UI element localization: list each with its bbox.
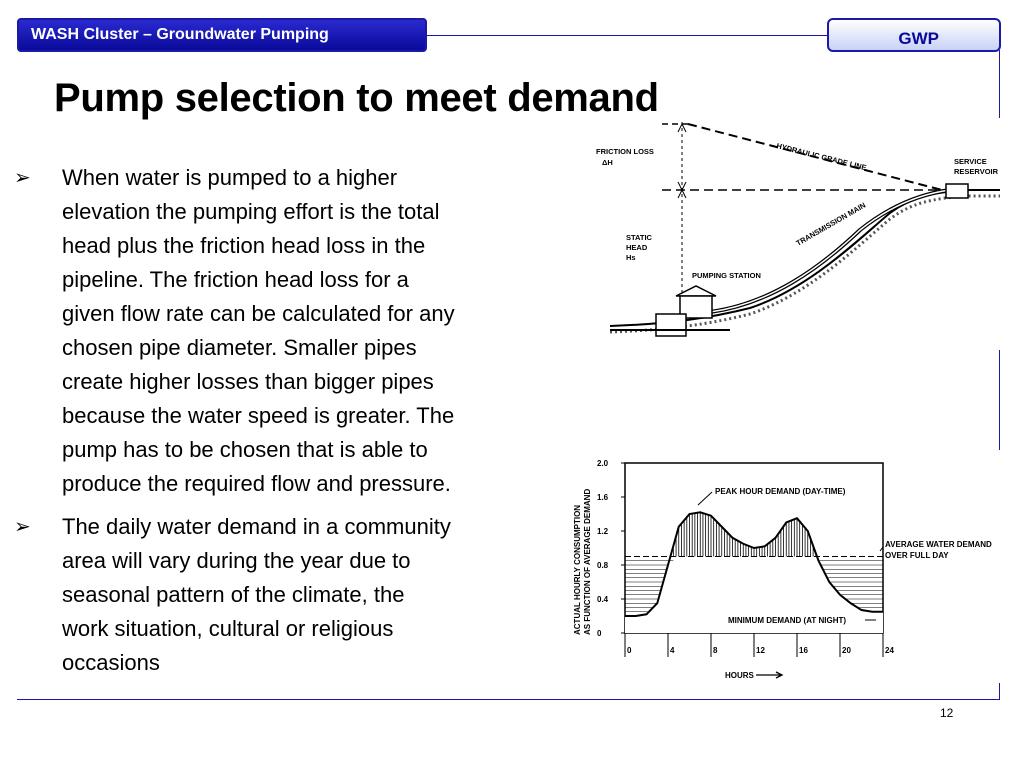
- page-title: Pump selection to meet demand: [54, 76, 659, 120]
- x-tick-label: 8: [713, 646, 718, 655]
- header-rule: [427, 35, 827, 36]
- ground-hatch: [610, 196, 1000, 332]
- average-annotation-1: AVERAGE WATER DEMAND: [885, 540, 992, 549]
- y-tick-label: 1.2: [597, 527, 609, 536]
- y-tick-label: 1.6: [597, 493, 609, 502]
- bullet-item: [14, 510, 574, 685]
- y-tick-label: 2.0: [597, 459, 609, 468]
- transmission-main-label: TRANSMISSION MAIN: [794, 200, 868, 248]
- peak-annotation: PEAK HOUR DEMAND (DAY-TIME): [715, 487, 846, 496]
- header-rule-right: [999, 50, 1000, 118]
- y-tick-label: 0: [597, 629, 602, 638]
- y-tick-label: 0.8: [597, 561, 609, 570]
- side-rule: [999, 350, 1000, 450]
- x-tick-label: 24: [885, 646, 894, 655]
- bullet-text: The daily water demand in a community area will vary during the year due to seasonal pattern of the climate, the work situation, cultural or religious occasions: [62, 514, 451, 675]
- minimum-annotation: MINIMUM DEMAND (AT NIGHT): [728, 616, 847, 625]
- bullet-item: [14, 161, 574, 506]
- x-axis-label: HOURS: [725, 671, 754, 680]
- cluster-badge: WASH Cluster – Groundwater Pumping: [17, 18, 427, 52]
- ground-hill: [610, 190, 1000, 326]
- bullet-text: When water is pumped to a higher elevation the pumping effort is the total head plus the friction head loss in the pipeline. The friction head loss for a given flow rate can be calculated for any chosen pipe diameter. Smaller pipes create higher losses than bigger pipes because the water speed is greater. The pump has to be chosen that is able to produce the required flow and pressure.: [62, 165, 455, 496]
- footer-rule: [17, 699, 1000, 700]
- x-tick-label: 12: [756, 646, 765, 655]
- gwp-badge: GWP: [827, 18, 1001, 52]
- friction-loss-label: FRICTION LOSS: [596, 147, 654, 156]
- y-tick-label: 0.4: [597, 595, 609, 604]
- pumping-station-label: PUMPING STATION: [692, 271, 761, 280]
- page-number: 12: [940, 706, 954, 720]
- arrow-bullet-icon: ➢: [14, 516, 31, 538]
- static-label-1: STATIC: [626, 233, 652, 242]
- delta-h-label: ΔH: [602, 158, 613, 167]
- static-label-3: Hs: [626, 253, 636, 262]
- x-tick-label: 4: [670, 646, 675, 655]
- demand-chart: [560, 455, 1010, 687]
- x-tick-label: 20: [842, 646, 851, 655]
- x-axis-arrow-icon: [756, 672, 782, 678]
- x-tick-label: 0: [627, 646, 632, 655]
- average-annotation-2: OVER FULL DAY: [885, 551, 949, 560]
- service-label-2: RESERVOIR: [954, 167, 999, 176]
- pump-well: [656, 314, 686, 336]
- static-label-2: HEAD: [626, 243, 648, 252]
- arrow-bullet-icon: ➢: [14, 167, 31, 189]
- x-tick-label: 16: [799, 646, 808, 655]
- transmission-inner: [710, 190, 950, 312]
- hydraulic-grade-label: HYDRAULIC GRADE LINE: [775, 141, 868, 173]
- y-axis-label-2: AS FUNCTION OF AVERAGE DEMAND: [583, 488, 592, 635]
- pumping-diagram: [590, 118, 1010, 350]
- transmission-main: [710, 190, 950, 312]
- y-axis-label-1: ACTUAL HOURLY CONSUMPTION: [573, 504, 582, 635]
- service-label-1: SERVICE: [954, 157, 987, 166]
- service-reservoir-icon: [946, 184, 968, 198]
